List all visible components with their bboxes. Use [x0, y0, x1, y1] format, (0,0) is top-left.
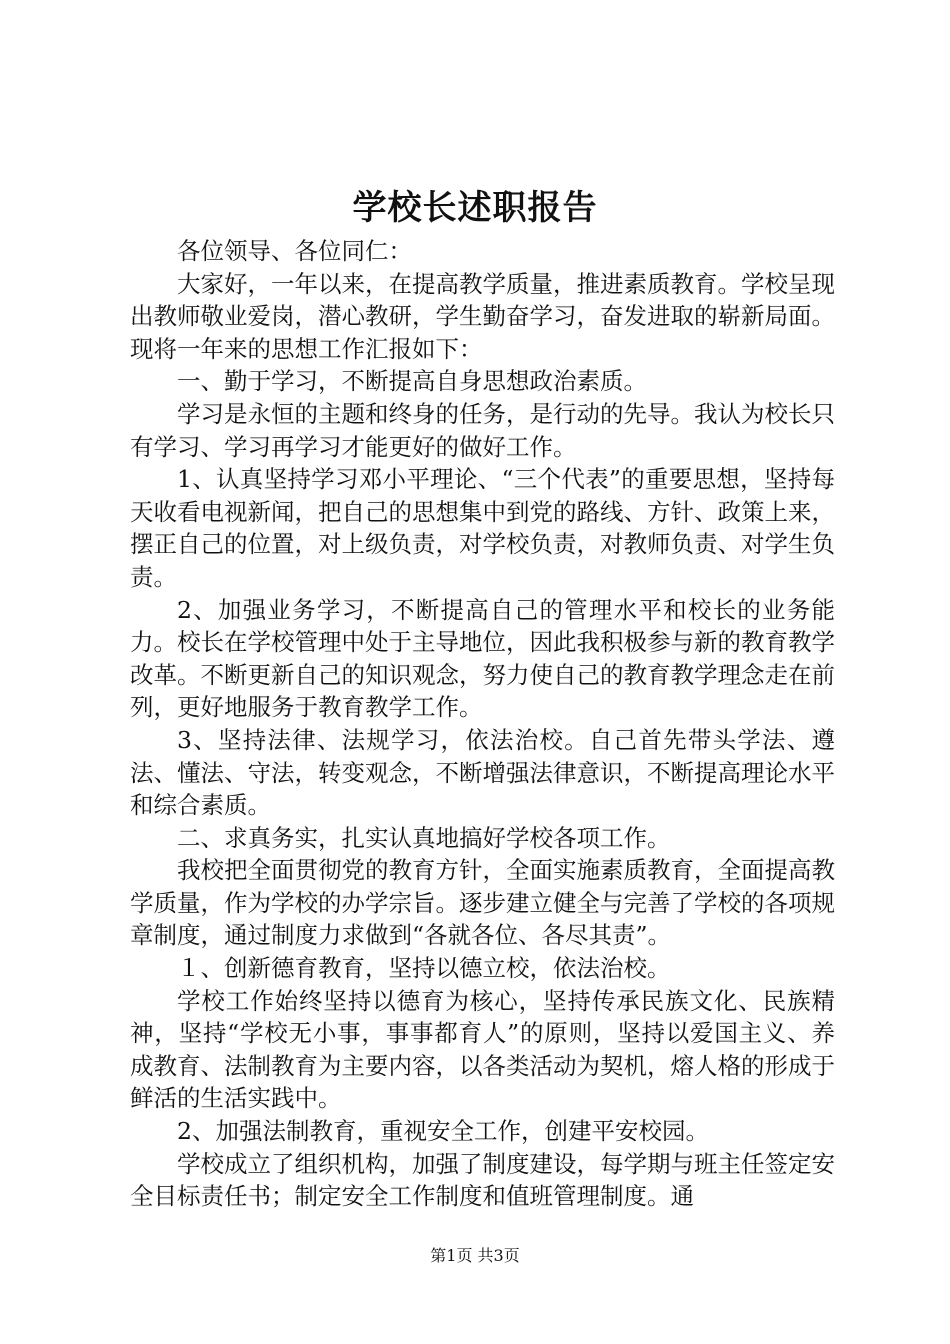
subheading-2-1: １、创新德育教育，坚持以德立校，依法治校。	[177, 954, 671, 983]
paragraph: 学校成立了组织机构，加强了制度建设，每学期与班主任签定安全目标责任书；制定安全工作制度和值班管理制度。通	[130, 1149, 835, 1211]
document-title: 学校长述职报告	[352, 188, 598, 228]
section-heading-1: 一、勤于学习，不断提高自身思想政治素质。	[177, 367, 647, 396]
section-heading-2: 二、求真务实，扎实认真地搞好学校各项工作。	[177, 823, 671, 852]
paragraph-intro: 大家好，一年以来，在提高教学质量，推进素质教育。学校呈现出教师敬业爱岗，潜心教研，学生勤奋学习，奋发进取的崭新局面。现将一年来的思想工作汇报如下：	[130, 269, 835, 363]
paragraph: 学校工作始终坚持以德育为核心，坚持传承民族文化、民族精神，坚持“学校无小事，事事都育人”的原则，坚持以爱国主义、养成教育、法制教育为主要内容，以各类活动为契机，熔人格的形成于鲜活的生活实践中。	[130, 986, 835, 1113]
subheading-2-2: 2、加强法制教育，重视安全工作，创建平安校园。	[177, 1117, 709, 1146]
paragraph-salutation: 各位领导、各位同仁：	[177, 237, 412, 265]
page-number-footer: 第1页 共3页	[430, 1246, 520, 1265]
paragraph: 我校把全面贯彻党的教育方针，全面实施素质教育，全面提高教学质量，作为学校的办学宗旨。逐步建立健全与完善了学校的各项规章制度，通过制度力求做到“各就各位、各尽其责”。	[130, 856, 835, 950]
list-item-1-1: 1、认真坚持学习邓小平理论、“三个代表”的重要思想，坚持每天收看电视新闻，把自己的思想集中到党的路线、方针、政策上来，摆正自己的位置，对上级负责，对学校负责，对教师负责、对学生负责。	[130, 465, 835, 591]
paragraph: 学习是永恒的主题和终身的任务，是行动的先导。我认为校长只有学习、学习再学习才能更好的做好工作。	[130, 399, 835, 461]
list-item-1-2: 2、加强业务学习，不断提高自己的管理水平和校长的业务能力。校长在学校管理中处于主导地位，因此我积极参与新的教育教学改革。不断更新自己的知识观念，努力使自己的教育教学理念走在前列，更好地服务于教育教学工作。	[130, 595, 835, 722]
list-item-1-3: 3、坚持法律、法规学习，依法治校。自己首先带头学法、遵法、懂法、守法，转变观念，不断增强法律意识，不断提高理论水平和综合素质。	[130, 725, 835, 820]
document-body	[130, 235, 835, 1213]
